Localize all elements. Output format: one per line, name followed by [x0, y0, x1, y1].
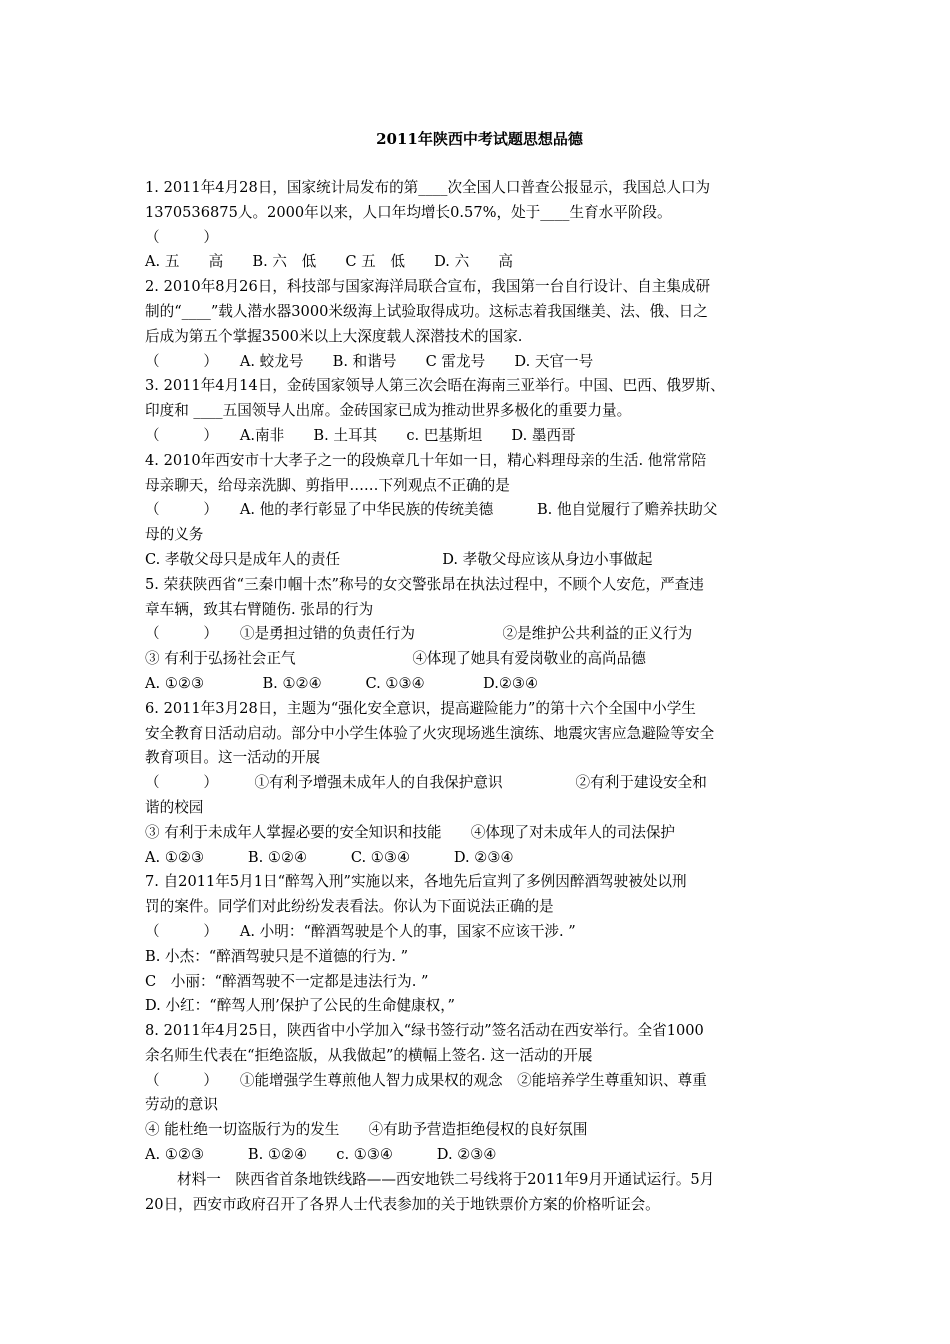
text-line: A. ①②③ B. ①②④ C. ①③④ D.②③④ [145, 674, 539, 692]
text-line: D. 小红：“醉驾人刑’保护了公民的生命健康权，” [145, 997, 456, 1015]
text-line: 教育项目。这一活动的开展 [145, 749, 321, 767]
text-line: A. 五 高 B. 六 低 C 五 低 D. 六 高 [145, 253, 513, 271]
text-line: 劳动的意识 [145, 1096, 218, 1114]
text-line: 后成为第五个掌握3500米以上大深度载人深潜技术的国家. [145, 327, 523, 345]
text-line: 4. 2010年西安市十大孝子之一的段焕章几十年如一日，精心料理母亲的生活. 他常常陪 [145, 451, 707, 469]
text-line: 8. 2011年4月25日，陕西省中小学加入“绿书签行动”签名活动在西安举行。全省1000 [145, 1022, 704, 1040]
text-line: （ ） A.南非 B. 土耳其 c. 巴基斯坦 D. 墨西哥 [145, 426, 576, 444]
text-line: 1. 2011年4月28日，国家统计局发布的第____次全国人口普查公报显示，我国总人口为 [145, 179, 711, 196]
text-line: 制的“____”载人潜水器3000米级海上试验取得成功。这标志着我国继美、法、俄、日之 [145, 302, 708, 320]
text-line: 6. 2011年3月28日，主题为“强化安全意识，提高避险能力”的第十六个全国中小学生 [145, 699, 696, 717]
document-body [145, 176, 810, 1217]
text-line: 7. 自2011年5月1日“醉驾入刑”实施以来，各地先后宣判了多例因醉酒驾驶被处以刑 [145, 873, 687, 891]
text-line: 余名师生代表在“拒绝盗版，从我做起”的横幅上签名. 这一活动的开展 [145, 1046, 593, 1064]
text-line: A. ①②③ B. ①②④ C. ①③④ D. ②③④ [145, 848, 514, 866]
text-line: （ ） A. 蛟龙号 B. 和谐号 C 雷龙号 D. 天官一号 [145, 352, 594, 370]
text-line: 20日，西安市政府召开了各界人士代表参加的关于地铁票价方案的价格听证会。 [145, 1195, 660, 1213]
text-line: ④ 能杜绝一切盗版行为的发生 ④有助予营造拒绝侵权的良好氛围 [145, 1121, 588, 1139]
text-line: 2. 2010年8月26日，科技部与国家海洋局联合宣布，我国第一台自行设计、自主集成研 [145, 278, 711, 296]
text-line: 章车辆，致其右臂随伤. 张昂的行为 [145, 600, 374, 618]
text-line: ③ 有利于弘扬社会正气 ④体现了她具有爱岗敬业的高尚品德 [145, 650, 646, 668]
text-line: （ ） ①是勇担过错的负责任行为 ②是维护公共利益的正义行为 [145, 625, 693, 643]
text-line: 谐的校园 [145, 798, 204, 816]
text-line: （ ） [145, 228, 218, 246]
text-line: 安全教育日活动启动。部分中小学生体验了火灾现场逃生演练、地震灾害应急避险等安全 [145, 724, 715, 742]
text-line: 材料一 陕西省首条地铁线路——西安地铁二号线将于2011年9月开通试运行。5月 [177, 1170, 715, 1188]
text-line: 罚的案件。同学们对此纷纷发表看法。你认为下面说法正确的是 [145, 898, 554, 916]
text-line: A. ①②③ B. ①②④ c. ①③④ D. ②③④ [145, 1146, 497, 1164]
text-line: 母的义务 [145, 526, 204, 544]
text-line: （ ） A. 小明：“醉酒驾驶是个人的事，国家不应该干涉. ” [145, 922, 576, 940]
page-title: 2011年陕西中考试题思想品德 [376, 130, 583, 148]
text-line: 母亲聊天，给母亲洗脚、剪指甲……下列观点不正确的是 [145, 476, 510, 494]
text-line: （ ） ①能增强学生尊煎他人智力成果权的观念 ②能培养学生尊重知识、尊重 [145, 1071, 707, 1089]
text-line: 1370536875人。2000年以来，人口年均增长0.57%，处于____生育水平阶段。 [145, 203, 672, 221]
text-line: B. 小杰：“醉酒驾驶只是不道德的行为. ” [145, 947, 409, 965]
text-line: C. 孝敬父母只是成年人的责任 D. 孝敬父母应该从身边小事做起 [145, 550, 653, 568]
text-line: C 小丽：“醉酒驾驶不一定都是违法行为. ” [145, 972, 429, 990]
document-page [145, 126, 810, 1217]
text-line: （ ） A. 他的孝行彰显了中华民族的传统美德 B. 他自觉履行了赡养扶助父 [145, 501, 718, 519]
text-line: 印度和 ____五国领导人出席。金砖国家已成为推动世界多极化的重要力量。 [145, 402, 632, 420]
text-line: （ ） ①有利予增强未成年人的自我保护意识 ②有利于建设安全和 [145, 774, 707, 792]
text-line: ③ 有利于未成年人掌握必要的安全知识和技能 ④体现了对未成年人的司法保护 [145, 823, 676, 841]
text-line: 3. 2011年4月14日，金砖国家领导人第三次会晤在海南三亚举行。中国、巴西、俄罗斯、 [145, 377, 725, 395]
text-line: 5. 荣获陕西省“三秦巾帼十杰”称号的女交警张昂在执法过程中，不顾个人安危，严查违 [145, 575, 704, 593]
